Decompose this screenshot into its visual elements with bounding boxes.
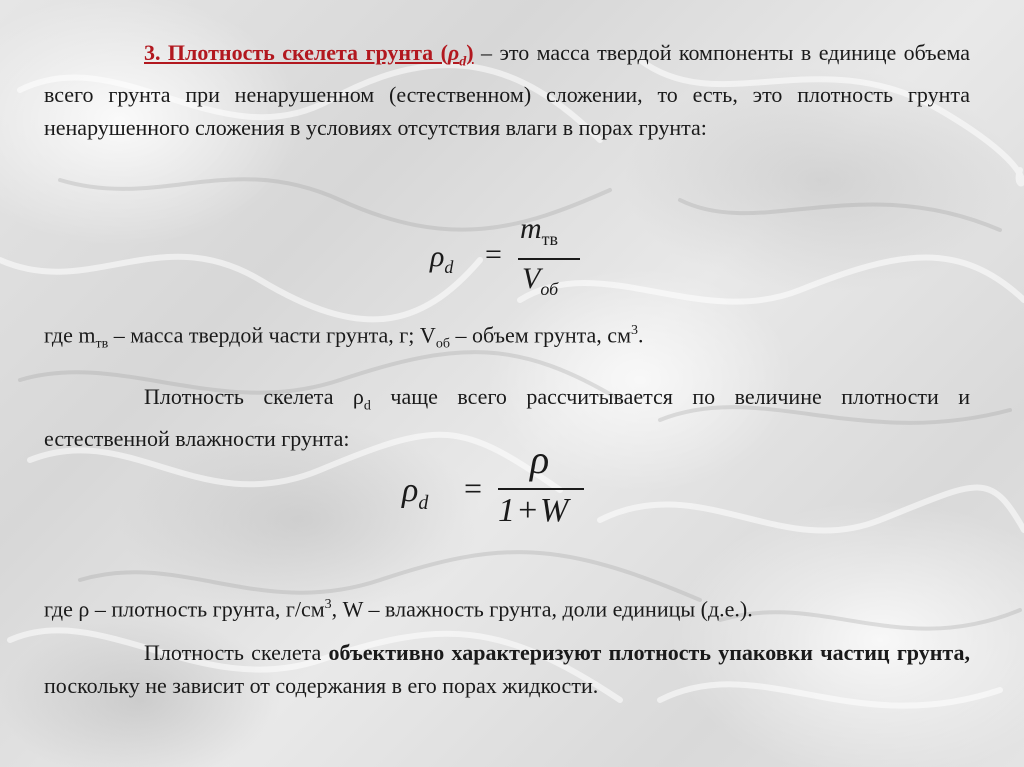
formula-dry-density-moisture [402,437,602,540]
calculation-subscript: d [363,398,371,414]
calculation-prefix: Плотность скелета ρ [144,384,364,409]
formula2-lhs-subscript: d [418,491,429,514]
formula2-fraction-bar [498,488,584,490]
legend1-m-subscript: тв [95,336,109,352]
legend2-text: , W – влажность грунта, доли единицы (д.е.). [331,596,753,622]
heading-rho-subscript: d [459,54,467,70]
formula1-numerator-subscript: тв [541,229,559,249]
calculation-text: чаще всего рассчитывается по величине плотности и естественной влажности грунта: [44,384,970,452]
formula1-fraction-bar [518,258,580,260]
conclusion-paragraph [44,636,970,702]
formula1-lhs-symbol: ρ [430,240,445,273]
conclusion-bold-text: объективно характеризуют плотность упаковки частиц грунта, [328,640,971,665]
formula1-denominator-subscript: об [540,279,559,299]
heading-text: 3. Плотность скелета грунта ( [144,40,448,65]
formula2-legend [44,588,970,625]
definition-paragraph [44,36,970,144]
legend1-superscript: 3 [631,323,638,338]
formula1-numerator [520,212,558,250]
legend1-prefix: где m [44,322,96,348]
formula2-denominator: 1+W [498,492,570,529]
legend1-suffix: – объем грунта, см [449,322,631,348]
legend1-end: . [638,322,644,348]
heading-close: ) [466,40,474,65]
formula1-denominator [522,262,558,300]
legend1-v-subscript: об [435,336,450,352]
formula2-numerator: ρ [530,437,550,482]
formula1-denominator-symbol: V [522,262,541,295]
legend2-prefix: где ρ – плотность грунта, г/см [44,596,325,622]
conclusion-text: поскольку не зависит от содержания в его порах жидкости. [44,673,599,698]
formula1-legend [44,314,970,361]
formula2-lhs-symbol: ρ [402,472,419,509]
legend2-superscript: 3 [324,597,332,612]
formula1-equals: = [485,238,502,271]
conclusion-prefix: Плотность скелета [144,640,329,665]
definition-text: – это масса твердой компоненты в единице объема всего грунта при ненарушенном (естественном) сложении, то есть, это плотность грунта ненарушенного сложения в условиях отсутствия влаги в порах грунта: [44,40,970,141]
formula1-lhs-subscript: d [444,257,454,277]
legend1-mid: – масса твердой части грунта, г; V [108,322,436,348]
formula2-lhs [402,472,428,515]
heading-rho-symbol: ρ [447,40,460,65]
definition-heading [144,40,474,70]
formula2-equals: = [464,470,483,506]
formula-dry-density-mass-volume [430,212,610,312]
formula1-numerator-symbol: m [520,212,542,245]
formula1-lhs [430,240,453,278]
